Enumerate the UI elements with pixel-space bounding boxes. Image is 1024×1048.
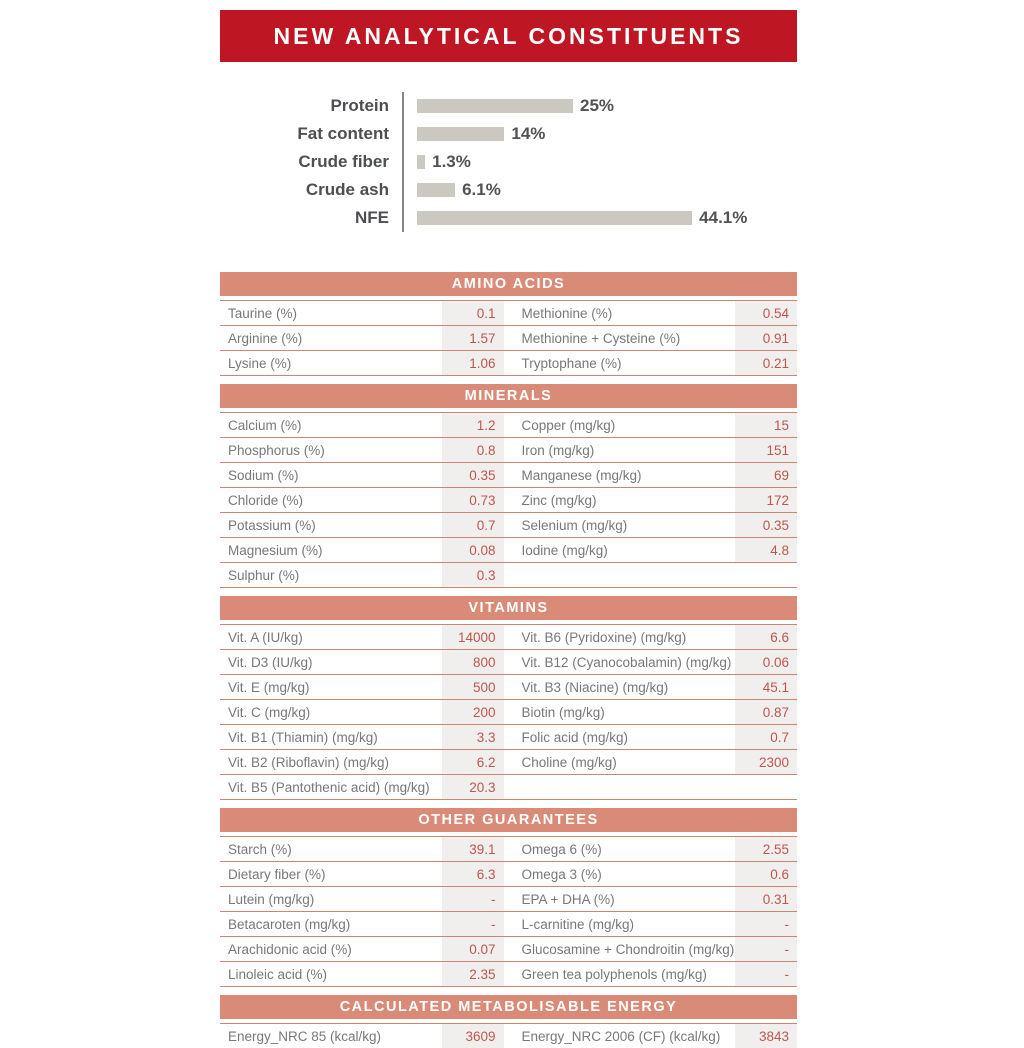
row-value: 1.2 (442, 413, 504, 437)
row-value (735, 563, 797, 587)
column-gap (504, 675, 514, 699)
row-label: Vit. B12 (Cyanocobalamin) (mg/kg) (521, 654, 732, 670)
row-label: Energy_NRC 2006 (CF) (kcal/kg) (521, 1028, 721, 1044)
column-gap (504, 513, 514, 537)
row-value: 0.07 (442, 937, 504, 961)
section-rows (220, 836, 797, 987)
row-label: Taurine (%) (228, 305, 298, 321)
section-amino-acids (220, 272, 797, 376)
row-value: 0.73 (442, 488, 504, 512)
row-value: 151 (735, 438, 797, 462)
row-label: Glucosamine + Chondroitin (mg/kg) (521, 941, 735, 957)
page-title: NEW ANALYTICAL CONSTITUENTS (273, 22, 744, 49)
table-row (220, 462, 797, 487)
column-gap (504, 862, 514, 886)
row-label: Tryptophane (%) (521, 355, 622, 371)
chart-axis (402, 120, 797, 148)
bar-value-label: 25% (580, 96, 615, 115)
row-label: Methionine + Cysteine (%) (521, 330, 681, 346)
table-row (220, 699, 797, 724)
column-gap (504, 413, 514, 437)
row-value: 4.8 (735, 538, 797, 562)
column-gap (504, 463, 514, 487)
column-gap (504, 625, 514, 649)
row-value: 0.7 (735, 725, 797, 749)
table-row (220, 674, 797, 699)
row-value: 172 (735, 488, 797, 512)
row-value: 6.3 (442, 862, 504, 886)
row-value: 1.06 (442, 351, 504, 375)
row-label: L-carnitine (mg/kg) (521, 916, 635, 932)
row-value (735, 775, 797, 799)
row-label: Lutein (mg/kg) (228, 891, 315, 907)
table-row (220, 487, 797, 512)
table-row (220, 886, 797, 911)
row-value: - (442, 887, 504, 911)
row-value: 3.3 (442, 725, 504, 749)
row-value: - (735, 937, 797, 961)
row-label: Potassium (%) (228, 517, 316, 533)
chart-category-label: NFE (355, 208, 389, 227)
section-rows (220, 624, 797, 800)
chart-axis (402, 176, 797, 204)
row-label: Chloride (%) (228, 492, 304, 508)
section-header (220, 272, 797, 296)
table-row (220, 861, 797, 886)
row-value: 20.3 (442, 775, 504, 799)
chart-row (220, 148, 797, 176)
row-value: 0.31 (735, 887, 797, 911)
row-value: 39.1 (442, 837, 504, 861)
row-label: Energy_NRC 85 (kcal/kg) (228, 1028, 382, 1044)
row-label: Folic acid (mg/kg) (521, 729, 629, 745)
bar (417, 99, 573, 113)
row-label: Vit. C (mg/kg) (228, 704, 311, 720)
table-row (220, 350, 797, 375)
table-row (220, 437, 797, 462)
row-label: Magnesium (%) (228, 542, 323, 558)
bar (417, 183, 455, 197)
table-row (220, 325, 797, 350)
table-row (220, 649, 797, 674)
analytical-constituents-panel (220, 10, 797, 1048)
section-calculated-metabolisable-energy (220, 995, 797, 1048)
chart-row (220, 92, 797, 120)
bar (417, 155, 425, 169)
section-vitamins (220, 596, 797, 800)
column-gap (504, 326, 514, 350)
section-header (220, 384, 797, 408)
row-value: 0.6 (735, 862, 797, 886)
row-label: Calcium (%) (228, 417, 302, 433)
table-row (220, 562, 797, 587)
row-value: 0.54 (735, 301, 797, 325)
bar-value-label: 14% (511, 124, 546, 143)
row-value: 0.1 (442, 301, 504, 325)
row-label: Arginine (%) (228, 330, 303, 346)
chart-row (220, 176, 797, 204)
section-header (220, 596, 797, 620)
chart-axis (402, 148, 797, 176)
column-gap (504, 887, 514, 911)
column-gap (504, 301, 514, 325)
bar (417, 127, 504, 141)
row-label: Arachidonic acid (%) (228, 941, 352, 957)
row-label: Starch (%) (228, 841, 292, 857)
column-gap (504, 912, 514, 936)
row-label: Zinc (mg/kg) (521, 492, 597, 508)
table-row (220, 624, 797, 649)
row-value: 200 (442, 700, 504, 724)
row-value: 0.87 (735, 700, 797, 724)
row-label: Vit. A (IU/kg) (228, 629, 303, 645)
row-label: Green tea polyphenols (mg/kg) (521, 966, 707, 982)
row-value: 45.1 (735, 675, 797, 699)
row-value: 2300 (735, 750, 797, 774)
row-label: Iron (mg/kg) (521, 442, 595, 458)
row-value: 0.91 (735, 326, 797, 350)
bar-value-label: 6.1% (462, 180, 501, 199)
row-label: Dietary fiber (%) (228, 866, 326, 882)
chart-row (220, 204, 797, 232)
row-label: Omega 3 (%) (521, 866, 602, 882)
column-gap (504, 438, 514, 462)
row-label: Phosphorus (%) (228, 442, 325, 458)
table-row (220, 936, 797, 961)
bar-value-label: 44.1% (699, 208, 748, 227)
column-gap (504, 962, 514, 986)
row-value: 1.57 (442, 326, 504, 350)
table-row (220, 961, 797, 986)
row-value: 6.6 (735, 625, 797, 649)
chart-row (220, 120, 797, 148)
row-value: - (735, 912, 797, 936)
section-rows (220, 412, 797, 588)
section-title: MINERALS (464, 388, 553, 404)
table-row (220, 836, 797, 861)
column-gap (504, 1024, 514, 1048)
chart-category-label: Crude fiber (298, 152, 389, 171)
row-label: Omega 6 (%) (521, 841, 602, 857)
row-label: Methionine (%) (521, 305, 613, 321)
table-row (220, 412, 797, 437)
chart-category-label: Crude ash (305, 180, 389, 199)
section-other-guarantees (220, 808, 797, 987)
chart-category-label: Protein (330, 96, 389, 115)
column-gap (504, 650, 514, 674)
row-label: Biotin (mg/kg) (521, 704, 605, 720)
column-gap (504, 725, 514, 749)
bar (417, 211, 692, 225)
table-row (220, 911, 797, 936)
table-row (220, 749, 797, 774)
column-gap (504, 775, 514, 799)
row-label: Sulphur (%) (228, 567, 300, 583)
row-label: Iodine (mg/kg) (521, 542, 608, 558)
row-label: Vit. B3 (Niacine) (mg/kg) (521, 679, 669, 695)
column-gap (504, 837, 514, 861)
column-gap (504, 700, 514, 724)
row-value: 14000 (442, 625, 504, 649)
title-banner (220, 10, 797, 62)
row-label: Sodium (%) (228, 467, 299, 483)
table-row (220, 724, 797, 749)
row-label: EPA + DHA (%) (521, 891, 615, 907)
row-value: 3609 (442, 1024, 504, 1048)
column-gap (504, 488, 514, 512)
row-value: 800 (442, 650, 504, 674)
section-title: CALCULATED METABOLISABLE ENERGY (339, 999, 678, 1015)
row-value: 2.35 (442, 962, 504, 986)
table-row (220, 1023, 797, 1048)
row-value: 0.35 (735, 513, 797, 537)
row-label: Vit. B5 (Pantothenic acid) (mg/kg) (228, 779, 430, 795)
row-value: 0.7 (442, 513, 504, 537)
row-value: 6.2 (442, 750, 504, 774)
section-rows (220, 1023, 797, 1048)
row-label: Choline (mg/kg) (521, 754, 617, 770)
row-value: 500 (442, 675, 504, 699)
section-header (220, 808, 797, 832)
row-label: Copper (mg/kg) (521, 417, 616, 433)
column-gap (504, 563, 514, 587)
row-label: Lysine (%) (228, 355, 292, 371)
row-label: Linoleic acid (%) (228, 966, 328, 982)
table-row (220, 300, 797, 325)
sections (220, 272, 797, 1048)
table-row (220, 537, 797, 562)
section-rows (220, 300, 797, 376)
row-label: Vit. E (mg/kg) (228, 679, 310, 695)
row-value: 15 (735, 413, 797, 437)
row-label: Vit. D3 (IU/kg) (228, 654, 313, 670)
row-label: Vit. B2 (Riboflavin) (mg/kg) (228, 754, 390, 770)
section-title: OTHER GUARANTEES (418, 812, 599, 828)
row-label: Selenium (mg/kg) (521, 517, 628, 533)
section-header (220, 995, 797, 1019)
row-value: 69 (735, 463, 797, 487)
row-value: 0.3 (442, 563, 504, 587)
table-row (220, 512, 797, 537)
row-value: - (735, 962, 797, 986)
analytical-bar-chart (220, 92, 797, 232)
row-value: 0.08 (442, 538, 504, 562)
row-value: 3843 (735, 1024, 797, 1048)
column-gap (504, 538, 514, 562)
row-value: 0.06 (735, 650, 797, 674)
row-label: Manganese (mg/kg) (521, 467, 642, 483)
row-value: 2.55 (735, 837, 797, 861)
row-label: Vit. B1 (Thiamin) (mg/kg) (228, 729, 378, 745)
section-minerals (220, 384, 797, 588)
chart-axis (402, 92, 797, 120)
row-value: 0.8 (442, 438, 504, 462)
section-title: AMINO ACIDS (451, 276, 566, 292)
column-gap (504, 750, 514, 774)
table-row (220, 774, 797, 799)
chart-axis (402, 204, 797, 232)
column-gap (504, 937, 514, 961)
row-label: Vit. B6 (Pyridoxine) (mg/kg) (521, 629, 687, 645)
row-value: 0.21 (735, 351, 797, 375)
chart-category-label: Fat content (297, 124, 389, 143)
bar-value-label: 1.3% (432, 152, 471, 171)
row-label: Betacaroten (mg/kg) (228, 916, 351, 932)
row-value: 0.35 (442, 463, 504, 487)
column-gap (504, 351, 514, 375)
section-title: VITAMINS (468, 600, 549, 616)
row-value: - (442, 912, 504, 936)
